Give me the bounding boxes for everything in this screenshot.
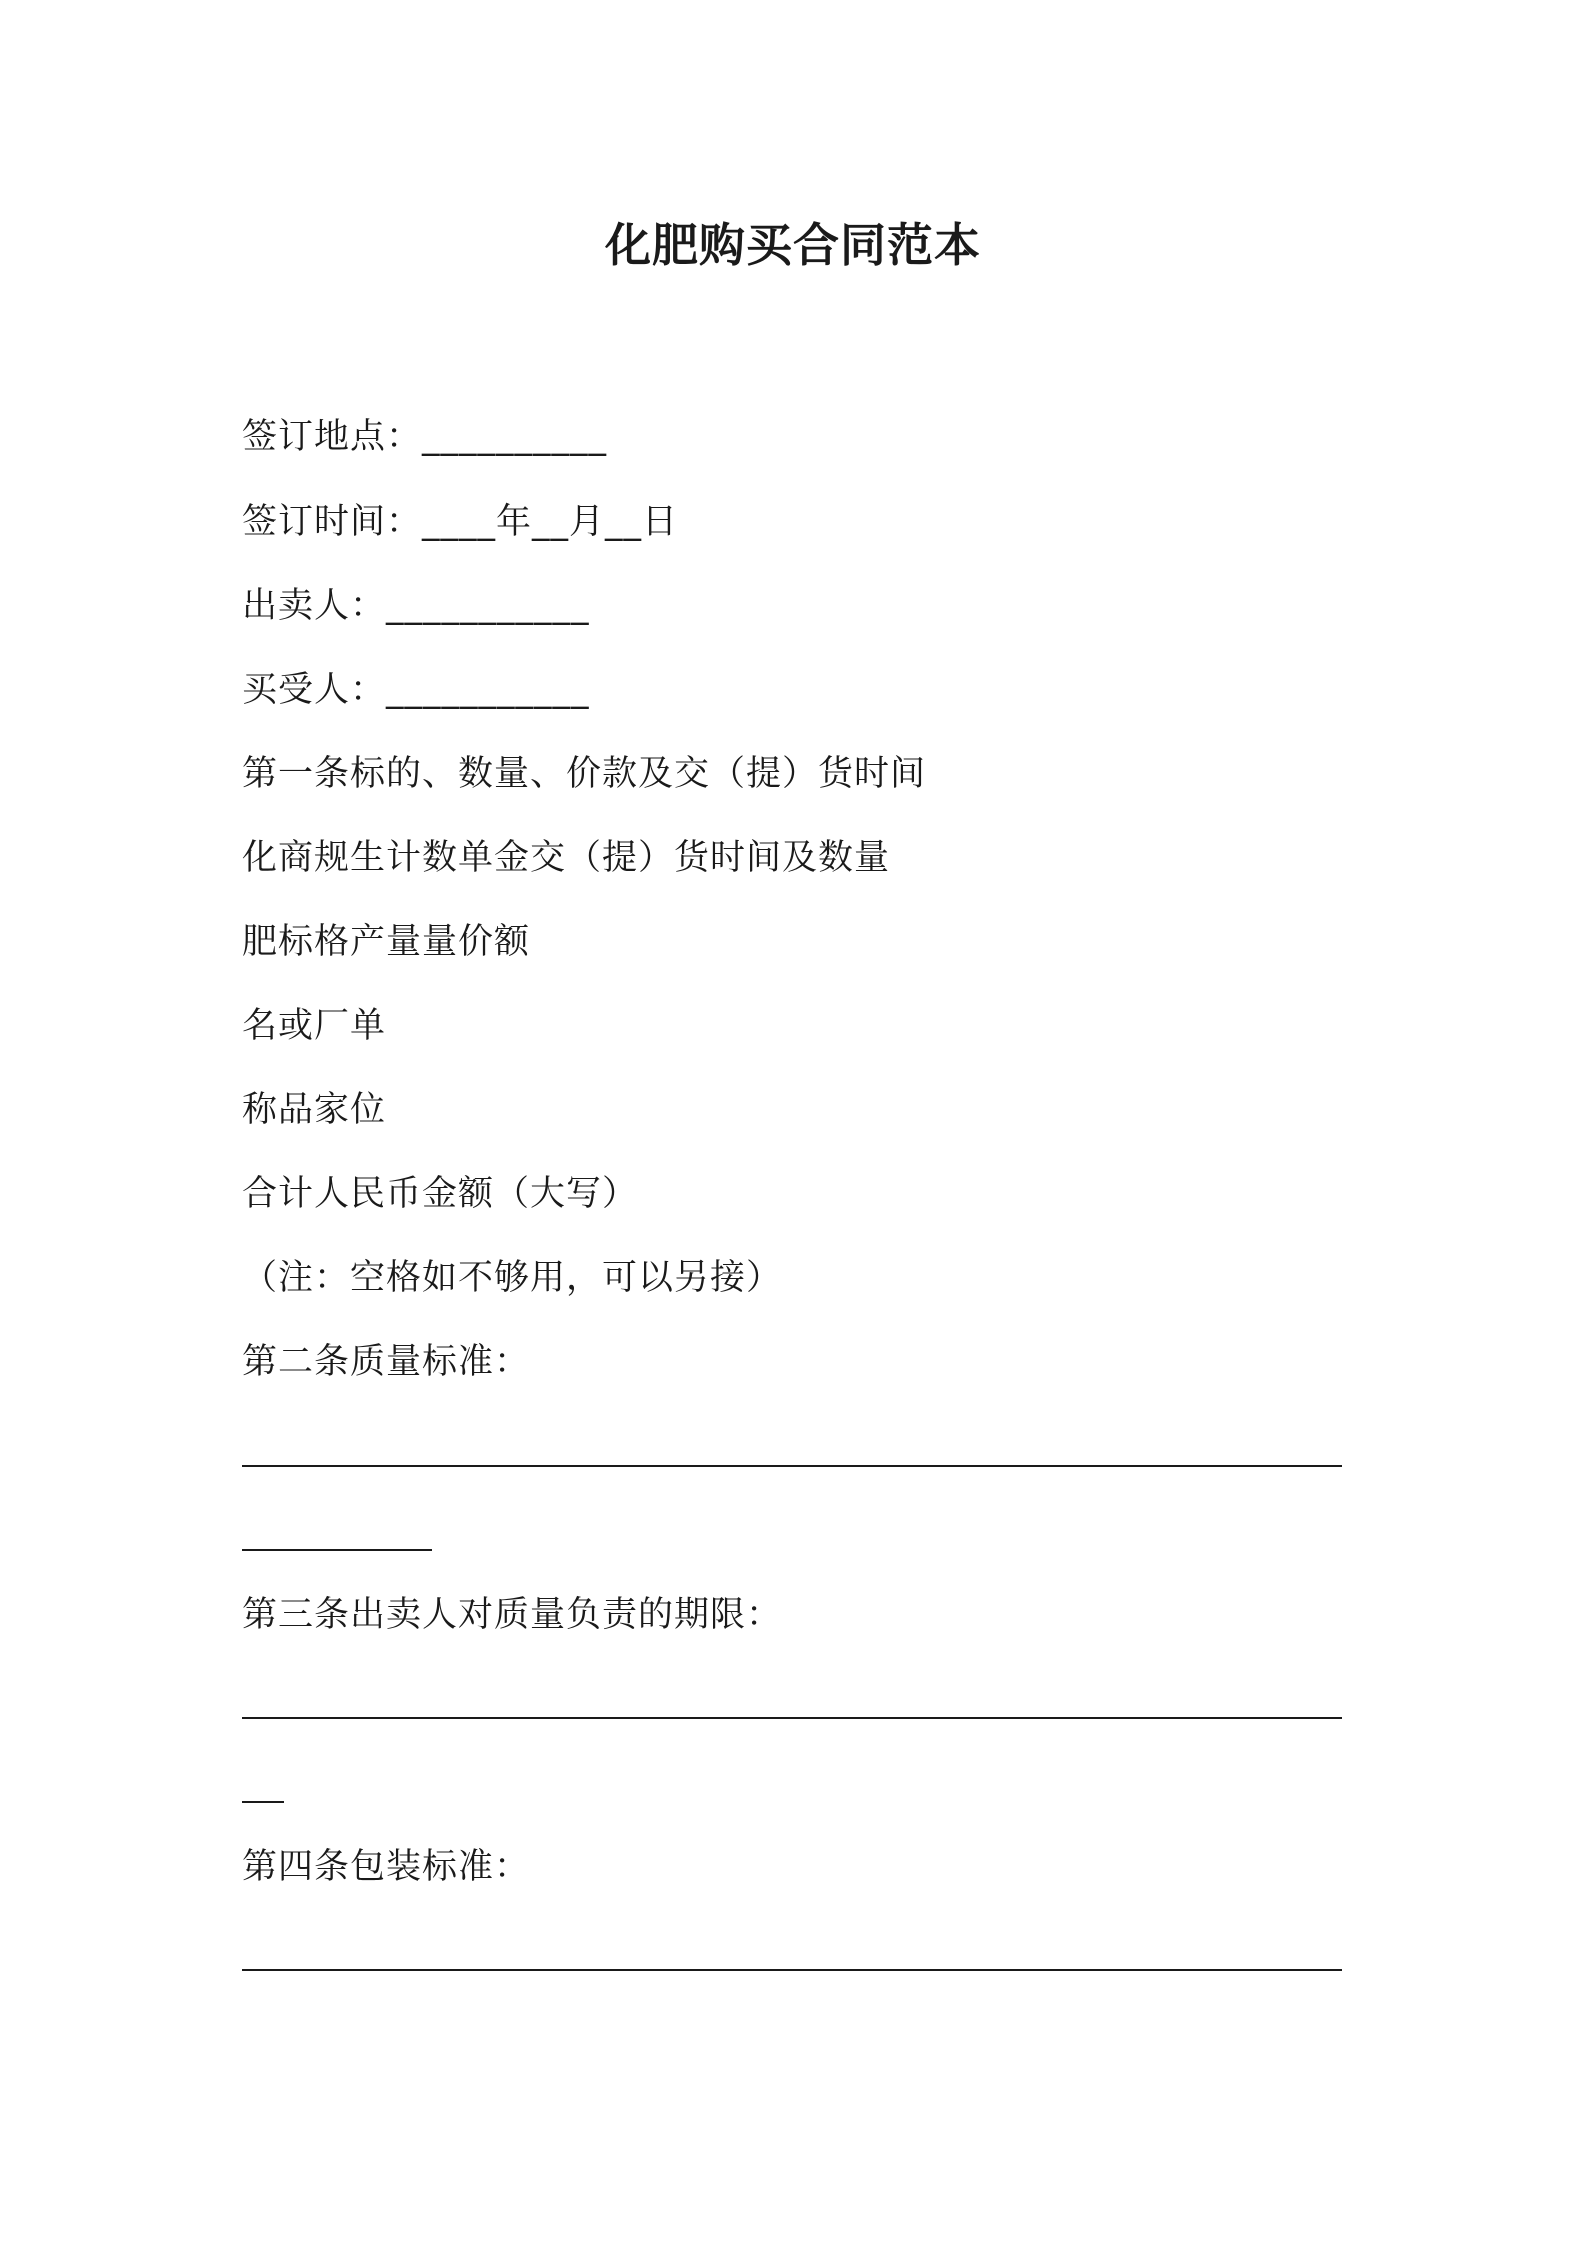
total-amount-line: 合计人民币金额（大写） <box>242 1174 639 1214</box>
fill-line <box>242 1969 1342 1971</box>
fill-line <box>242 1465 1342 1467</box>
note-line: （注：空格如不够用，可以另接） <box>242 1258 783 1298</box>
table-header-row-1: 化商规生计数单金交（提）货时间及数量 <box>242 838 891 878</box>
article-3-heading: 第三条出卖人对质量负责的期限： <box>242 1595 783 1635</box>
article-2-heading: 第二条质量标准： <box>242 1342 531 1382</box>
table-header-row-3: 名或厂单 <box>242 1006 387 1046</box>
sign-place-line: 签订地点：__________ <box>242 417 608 457</box>
fill-line <box>242 1717 1342 1719</box>
document-title: 化肥购买合同范本 <box>605 218 981 272</box>
fill-line <box>242 1801 284 1803</box>
article-4-heading: 第四条包装标准： <box>242 1847 531 1887</box>
seller-line: 出卖人：___________ <box>242 586 590 626</box>
table-header-row-2: 肥标格产量量价额 <box>242 922 531 962</box>
table-header-row-4: 称品家位 <box>242 1090 387 1130</box>
sign-time-line: 签订时间：____年__月__日 <box>242 502 679 542</box>
buyer-line: 买受人：___________ <box>242 670 590 710</box>
fill-line <box>242 1549 432 1551</box>
article-1-heading: 第一条标的、数量、价款及交（提）货时间 <box>242 754 927 794</box>
